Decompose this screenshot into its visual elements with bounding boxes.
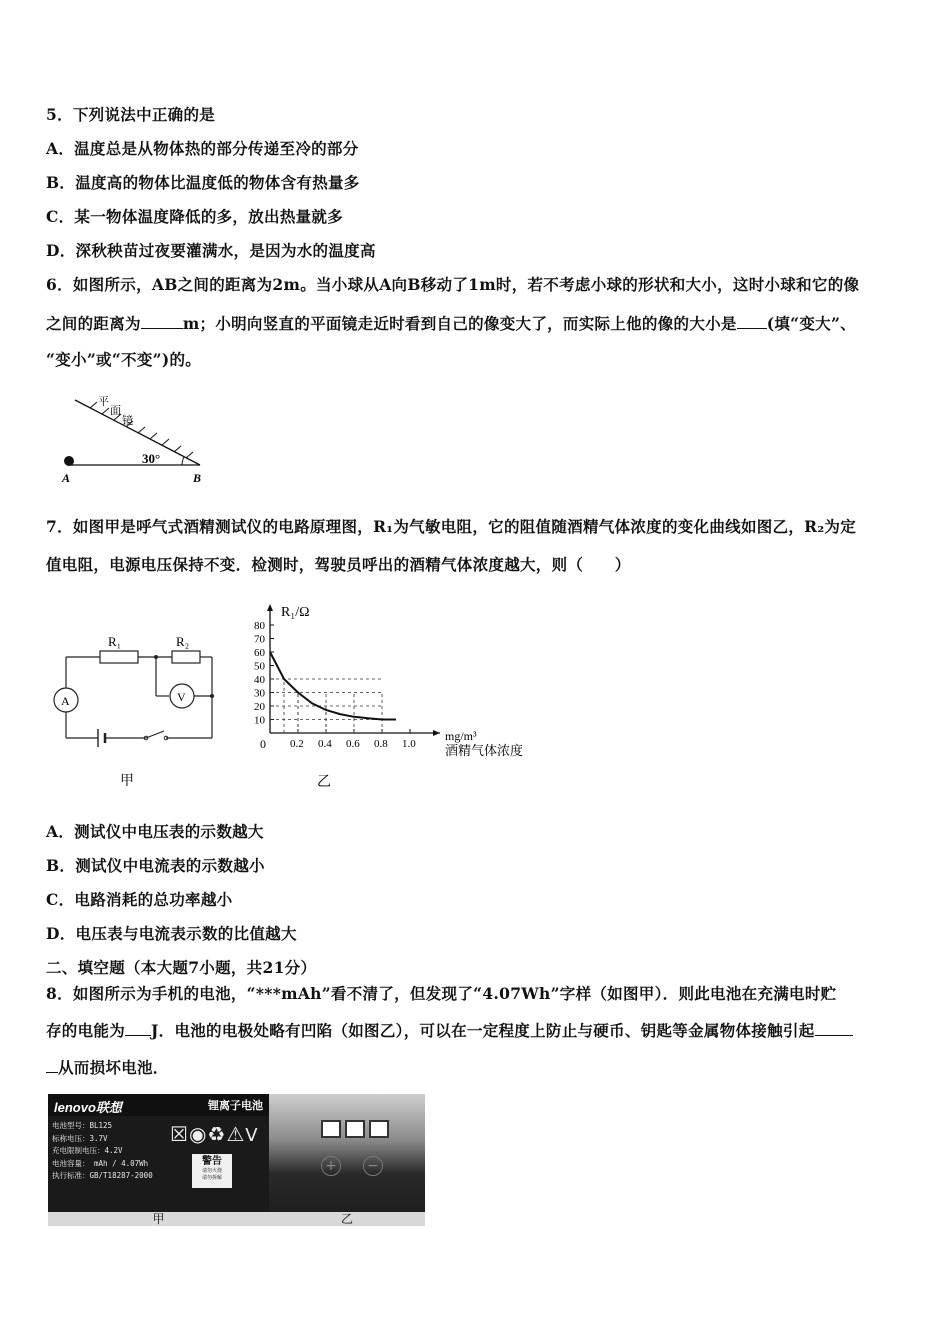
y-tick-label: 80: [254, 620, 265, 632]
warning-title: 警告: [202, 1156, 222, 1167]
q5-option-a: A．温度总是从物体热的部分传递至冷的部分: [46, 139, 359, 158]
voltmeter-label: V: [177, 690, 186, 704]
resistance-graph: [245, 598, 545, 798]
q5-option-c: C．某一物体温度降低的多，放出热量就多: [46, 207, 344, 226]
q6-line3: “变小”或“不变”)的。: [46, 350, 202, 369]
r2-label: R₂: [176, 634, 190, 649]
q6-line2-c: (填“变大”、: [766, 314, 856, 333]
q6-blank-1: [141, 313, 183, 329]
resistor-r1: [100, 651, 138, 663]
q7-option-c: C．电路消耗的总功率越小: [46, 890, 233, 909]
q8-blank-1: [125, 1020, 151, 1036]
q6-line2-b: m；小明向竖直的平面镜走近时看到自己的像变大了，而实际上他的像的大小是: [182, 314, 737, 333]
y-axis-label: R₁/Ω: [281, 605, 310, 620]
battery-terminals: [321, 1120, 389, 1138]
mirror-line: [75, 400, 200, 465]
origin-label: 0: [260, 737, 266, 751]
q8-line2-b: J．电池的电极处略有凹陷（如图乙），可以在一定程度上防止与硬币、钥匙等金属物体接触引起: [151, 1021, 815, 1040]
battery-kind: 锂离子电池: [208, 1100, 263, 1112]
q7-option-b: B．测试仪中电流表的示数越小: [46, 856, 265, 875]
y-tick-label: 60: [254, 647, 265, 659]
mirror-label-3: 镜: [122, 415, 133, 427]
q8-line1: 8．如图所示为手机的电池，“***mAh”看不清了，但发现了“4.07Wh”字样（如图甲）．则此电池在充满电时贮: [46, 984, 837, 1003]
y-tick-label: 70: [254, 633, 265, 646]
y-tick-label: 30: [254, 687, 265, 700]
battery-header: [48, 1094, 269, 1116]
spec-line: 标称电压：3.7V: [52, 1133, 108, 1143]
x-tick-label: 0.6: [346, 738, 360, 750]
brand-logo: lenovo联想: [54, 1100, 122, 1115]
crossed-bin-icon: ☒: [170, 1122, 189, 1146]
recycle-number-icon: ◉: [188, 1122, 208, 1146]
y-tick-label: 20: [254, 701, 265, 713]
angle-arc: [182, 457, 184, 465]
x-tick-label: 0.4: [318, 738, 332, 750]
q7-option-a: A．测试仪中电压表的示数越大: [46, 822, 264, 841]
battery-specs: [52, 1120, 170, 1188]
mirror-label-2: 面: [110, 405, 121, 417]
battery-photo-b: [269, 1094, 425, 1226]
y-tick-label: 40: [254, 674, 265, 686]
q8-line3-text: 从而损坏电池．: [58, 1058, 169, 1077]
graph-caption: 乙: [317, 773, 331, 789]
x-unit-label: mg/m³: [445, 729, 477, 743]
q8-line3: [46, 1056, 169, 1078]
warning-triangle-icon: ⚠: [226, 1122, 246, 1146]
circuit-caption: 甲: [120, 772, 134, 788]
battery-symbols: [170, 1120, 262, 1148]
caption-bar-a: [48, 1212, 269, 1226]
battery-caption-b: 乙: [340, 1212, 353, 1226]
section2-title: 二、填空题（本大题7小题，共21分）: [46, 958, 317, 977]
q8-blank-2: [815, 1020, 853, 1036]
minus-terminal-icon: −: [363, 1156, 383, 1176]
q7-line2: 值电阻，电源电压保持不变．检测时，驾驶员呼出的酒精气体浓度越大，则（ ）: [46, 555, 631, 574]
ammeter-label: A: [61, 694, 70, 708]
spec-line: 充电限制电压：4.2V: [52, 1146, 123, 1155]
y-axis-arrow: [267, 604, 273, 611]
r1-curve: [270, 652, 396, 720]
q7-option-d: D．电压表与电流表示数的比值越大: [46, 924, 297, 943]
warning-small: 请勿火烧: [201, 1168, 222, 1174]
battery-caption-a: 甲: [152, 1212, 165, 1226]
q8-line2-a: 存的电能为: [46, 1021, 126, 1040]
point-b: B: [193, 471, 202, 485]
mirror-hatching: [90, 402, 193, 458]
q6-line2-a: 之间的距离为: [46, 314, 141, 333]
spec-line: 电池容量： mAh / 4.07Wh: [52, 1158, 149, 1168]
x-axis-arrow: [433, 730, 440, 736]
warning-small: 请勿拆解: [201, 1175, 222, 1181]
battery-photo-a: [48, 1094, 269, 1226]
q8-line2: [46, 1019, 853, 1041]
x-tick-label: 0.8: [374, 738, 388, 750]
ball: [64, 456, 74, 466]
x-axis-label: 酒精气体浓度: [445, 743, 524, 758]
resistor-r2: [172, 651, 200, 663]
x-tick-label: 1.0: [402, 738, 416, 750]
spec-line: 执行标准：GB/T18287-2000: [52, 1171, 153, 1180]
warning-box: [192, 1154, 232, 1188]
r1-label: R₁: [108, 634, 122, 649]
plus-terminal-icon: +: [321, 1156, 341, 1176]
y-tick-label: 10: [254, 714, 265, 727]
caption-bar-b: [269, 1212, 425, 1226]
switch: [146, 731, 164, 738]
mirror-label-1: 平: [98, 396, 109, 408]
point-a: A: [62, 471, 71, 485]
q6-blank-2: [737, 313, 767, 329]
q6-line2: [46, 312, 856, 334]
q8-blank-2-cont: [46, 1057, 58, 1073]
recycle-icon: ♻: [207, 1122, 227, 1146]
angle-label: 30°: [142, 451, 161, 466]
circuit-diagram: [48, 625, 223, 795]
x-tick-label: 0.2: [290, 738, 304, 750]
q7-line1: 7．如图甲是呼气式酒精测试仪的电路原理图，R₁为气敏电阻，它的阻值随酒精气体浓度的变化曲线如图乙，R₂为定: [46, 517, 857, 536]
volt-icon: V: [245, 1125, 259, 1146]
q6-line1: 6．如图所示，AB之间的距离为2m。当小球从A向B移动了1m时，若不考虑小球的形状和大小，这时小球和它的像: [46, 275, 860, 294]
q5-stem: 5．下列说法中正确的是: [46, 105, 216, 124]
q5-option-b: B．温度高的物体比温度低的物体含有热量多: [46, 173, 360, 192]
y-tick-label: 50: [254, 660, 265, 673]
q5-option-d: D．深秋秧苗过夜要灌满水，是因为水的温度高: [46, 241, 376, 260]
spec-line: 电池型号：BL125: [52, 1121, 113, 1130]
q6-mirror-figure: [50, 390, 220, 490]
